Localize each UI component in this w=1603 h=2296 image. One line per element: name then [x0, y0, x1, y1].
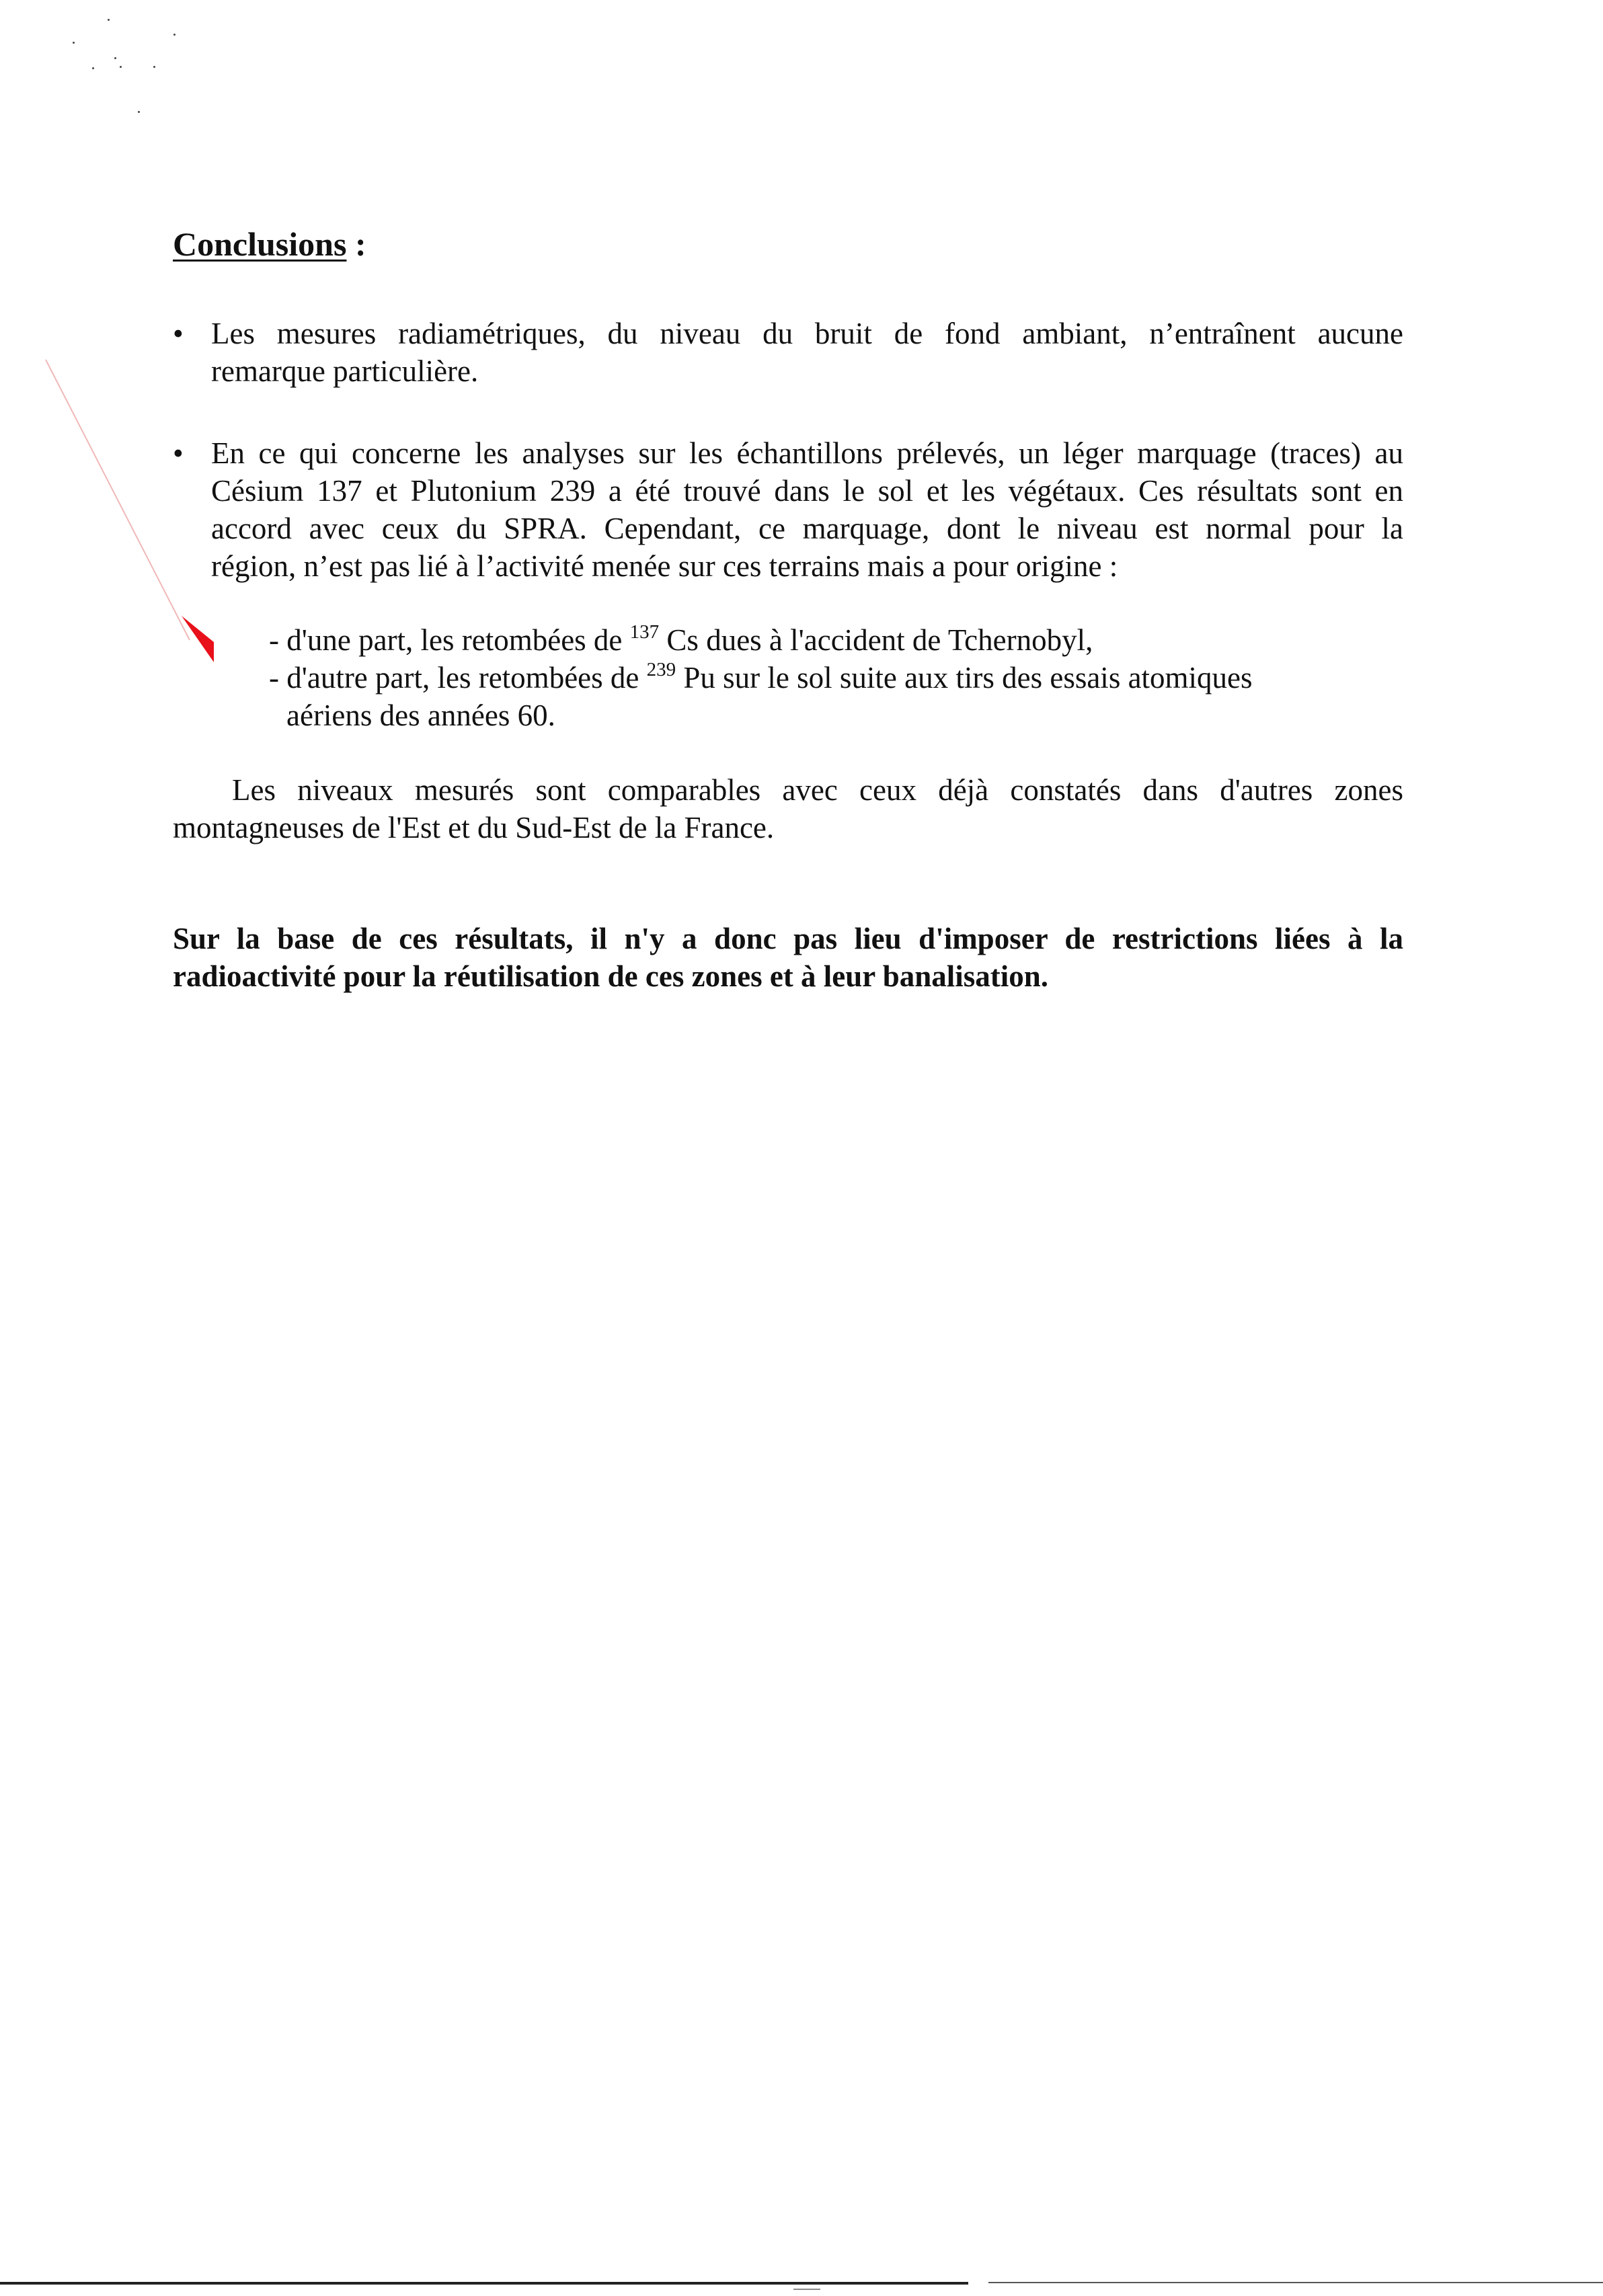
- conclusion-statement: Sur la base de ces résultats, il n'y a donc pas lieu d'imposer de restrictions liées à la radioactivité pour la réutilisation de ces zones et à leur banalisation.: [173, 922, 1403, 993]
- sub-item-chernobyl: - d'une part, les retombées de $^{137}$ Cs dues à l'accident de Tchernobyl,: [269, 621, 1093, 657]
- page-title: Conclusions :: [173, 225, 366, 263]
- isotope-superscript: 239: [646, 659, 676, 680]
- text-line: remarque particulière.: [211, 354, 479, 388]
- bullet-item: [173, 434, 1403, 585]
- text-line: région, n’est pas lié à l’activité menée sur ces terrains mais a pour origine :: [211, 549, 1118, 583]
- body-paragraph: Les niveaux mesurés sont comparables avec ceux déjà constatés dans d'autres zones montagneuses de l'Est et du Sud-Est de la France.: [173, 773, 1403, 844]
- bullet-dot-icon: •: [173, 436, 184, 470]
- sub-item-continuation: aériens des années 60.: [286, 699, 555, 732]
- bottom-rule: [0, 2282, 968, 2285]
- bullet-item: [173, 315, 1403, 390]
- text-line: Les mesures radiamétriques, du niveau du bruit de fond ambiant, n’entraînent aucune: [211, 317, 1403, 350]
- bottom-rule: [988, 2282, 1603, 2283]
- text-line: Césium 137 et Plutonium 239 a été trouvé dans le sol et les végétaux. Ces résultats sont en: [211, 474, 1403, 508]
- sub-item-atomic-tests: - d'autre part, les retombées de $^{239}$ Pu sur le sol suite aux tirs des essais atomiques: [269, 659, 1253, 695]
- bullet-dot-icon: •: [173, 317, 184, 350]
- page-footer-mark: [793, 2289, 820, 2290]
- text-line: accord avec ceux du SPRA. Cependant, ce marquage, dont le niveau est normal pour la: [211, 512, 1403, 545]
- isotope-superscript: 137: [629, 621, 660, 643]
- text-line: En ce qui concerne les analyses sur les échantillons prélevés, un léger marquage (traces) au: [211, 436, 1403, 470]
